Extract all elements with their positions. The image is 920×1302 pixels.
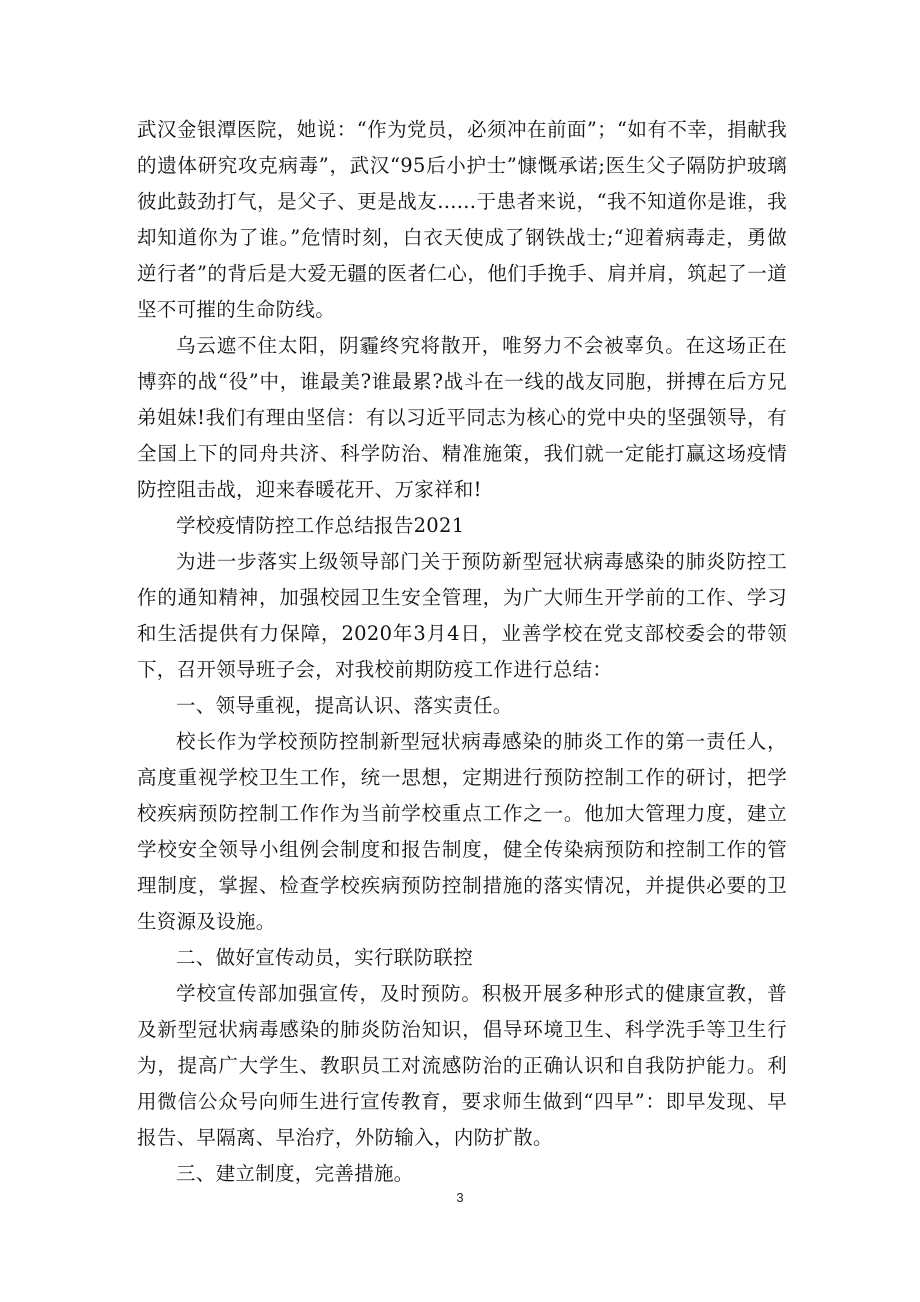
- paragraph-1: 武汉金银潭医院，她说：“作为党员，必须冲在前面”；“如有不幸，捐献我的遗体研究攻克病毒”，武汉“95后小护士”慷慨承诺;医生父子隔防护玻璃彼此鼓劲打气，是父子、更是战友......于患者来说，“我不知道你是谁，我却知道你为了谁。”危情时刻，白衣天使成了钢铁战士;“迎着病毒走，勇做逆行者”的背后是大爱无疆的医者仁心，他们手挽手、肩并肩，筑起了一道坚不可摧的生命防线。: [137, 118, 787, 321]
- paragraph-leadership: 校长作为学校预防控制新型冠状病毒感染的肺炎工作的第一责任人，高度重视学校卫生工作，统一思想，定期进行预防控制工作的研讨，把学校疾病预防控制工作作为当前学校重点工作之一。他加大管理力度，建立学校安全领导小组例会制度和报告制度，健全传染病预防和控制工作的管理制度，掌握、检查学校疾病预防控制措施的落实情况，并提供必要的卫生资源及设施。: [137, 730, 787, 933]
- page-number: 3: [456, 1190, 464, 1205]
- paragraph-2: 乌云遮不住太阳，阴霾终究将散开，唯努力不会被辜负。在这场正在博弈的战“役”中，谁最美?谁最累?战斗在一线的战友同胞，拼搏在后方兄弟姐妹!我们有理由坚信：有以习近平同志为核心的党中央的坚强领导，有全国上下的同舟共济、科学防治、精准施策，我们就一定能打赢这场疫情防控阻击战，迎来春暖花开、万家祥和!: [137, 334, 787, 501]
- heading-3: 三、建立制度，完善措施。: [176, 1162, 414, 1185]
- paragraph-publicity: 学校宣传部加强宣传，及时预防。积极开展多种形式的健康宣教，普及新型冠状病毒感染的肺炎防治知识，倡导环境卫生、科学洗手等卫生行为，提高广大学生、教职员工对流感防治的正确认识和自我防护能力。利用微信公众号向师生进行宣传教育，要求师生做到“四早”：即早发现、早报告、早隔离、早治疗，外防输入，内防扩散。: [137, 982, 787, 1149]
- heading-1: 一、领导重视，提高认识、落实责任。: [176, 694, 513, 717]
- section-title: 学校疫情防控工作总结报告2021: [176, 514, 465, 537]
- paragraph-intro: 为进一步落实上级领导部门关于预防新型冠状病毒感染的肺炎防控工作的通知精神，加强校园卫生安全管理，为广大师生开学前的工作、学习和生活提供有力保障，2020年3月4日，业善学校在党支部校委会的带领下，召开领导班子会，对我校前期防疫工作进行总结：: [137, 550, 787, 681]
- document-body: [137, 112, 787, 1192]
- heading-2: 二、做好宣传动员，实行联防联控: [176, 946, 474, 969]
